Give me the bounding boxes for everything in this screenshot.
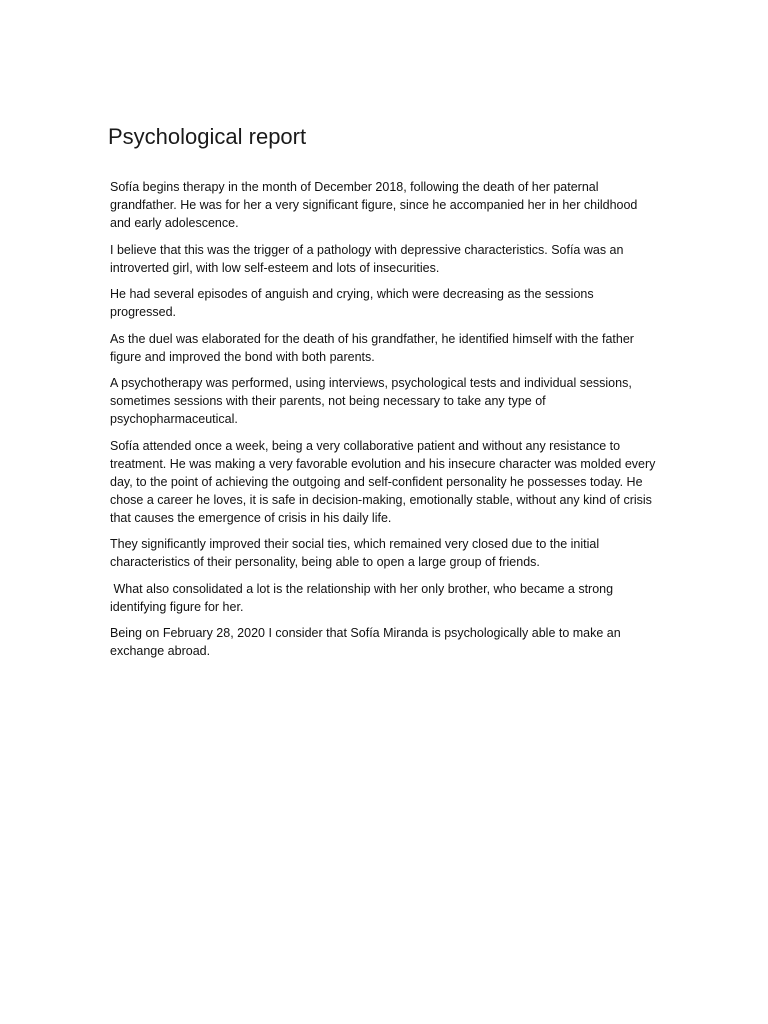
paragraph: As the duel was elaborated for the death of his grandfather, he identified himself with the father figure and improved the bond with both parents. [110,331,638,364]
paragraph: A psychotherapy was performed, using interviews, psychological tests and individual sessions, sometimes sessions with their parents, not being necessary to take any type of psychopharmaceutical. [110,376,636,426]
paragraph: He had several episodes of anguish and crying, which were decreasing as the sessions progressed. [110,287,598,319]
paragraph: They significantly improved their social ties, which remained very closed due to the initial characteristics of their personality, being able to open a large group of friends. [110,537,603,569]
paragraph: What also consolidated a lot is the relationship with her only brother, who became a strong identifying figure for her. [110,581,617,614]
document-body [110,178,659,669]
paragraph: Sofía attended once a week, being a very collaborative patient and without any resistance to treatment. He was making a very favorable evolution and his insecure character was molded every day, to the point of achieving the outgoing and self-confident personality he possesses today. He chose a career he loves, it is safe in decision-making, emotionally stable, without any kind of crisis that causes the emergence of crisis in his daily life. [110,438,659,525]
paragraph: Sofía begins therapy in the month of December 2018, following the death of her paternal grandfather. He was for her a very significant figure, since he accompanied her in her childhood and early adolescence. [110,180,641,230]
document-title: Psychological report [108,124,307,149]
paragraph: Being on February 28, 2020 I consider that Sofía Miranda is psychologically able to make an exchange abroad. [110,626,625,658]
paragraph: I believe that this was the trigger of a pathology with depressive characteristics. Sofía was an introverted girl, with low self-esteem and lots of insecurities. [110,242,627,275]
